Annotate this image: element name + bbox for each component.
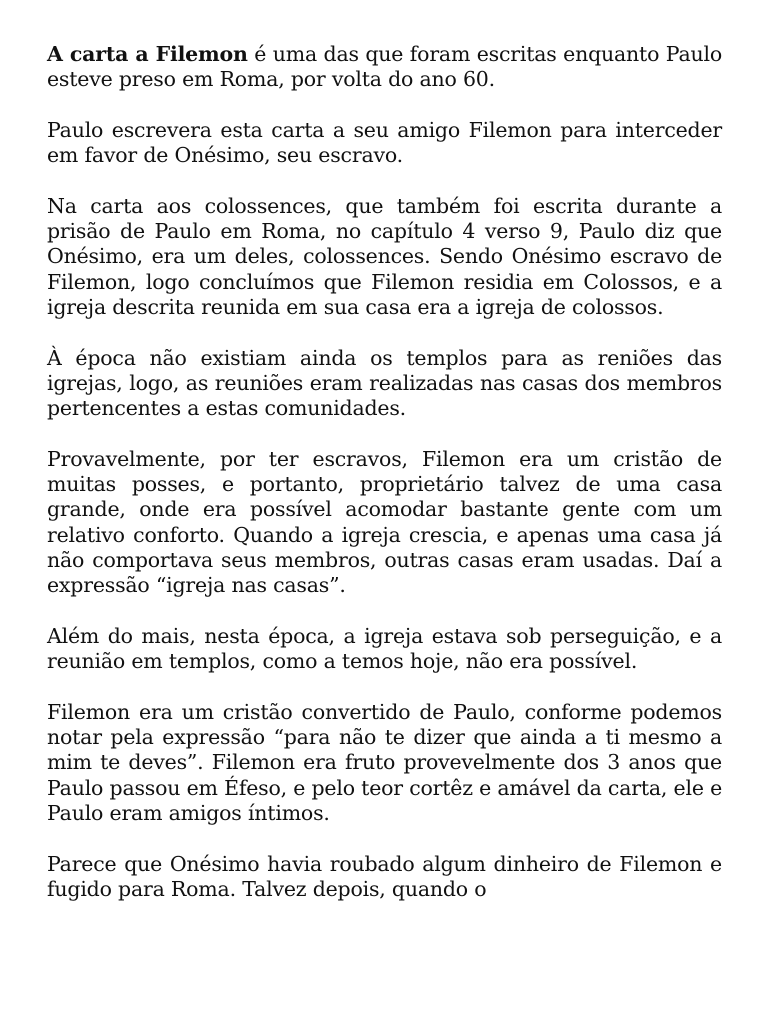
lead-text: é uma das que foram escritas enquanto Paulo esteve preso em Roma, por volta do ano 60. [47,42,722,92]
paragraph: Parece que Onésimo havia roubado algum dinheiro de Filemon e fugido para Roma. Talvez depois, quando o [47,851,722,901]
document-body [47,42,722,927]
paragraph: Além do mais, nesta época, a igreja estava sob perseguição, e a reunião em templos, como a temos hoje, não era possível. [47,623,722,674]
paragraph: Na carta aos colossences, que também foi escrita durante a prisão de Paulo em Roma, no capítulo 4 verso 9, Paulo diz que Onésimo, era um deles, colossences. Sendo Onésimo escravo de Filemon, logo concluímos que Filemon residia em Colossos, e a igreja descrita reunida em sua casa era a igreja de colossos. [47,193,722,319]
lead-title: A carta a Filemon [47,42,248,66]
paragraph: À época não existiam ainda os templos para as reniões das igrejas, logo, as reuniões eram realizadas nas casas dos membros pertencentes a estas comunidades. [47,345,722,421]
paragraph: Filemon era um cristão convertido de Paulo, conforme podemos notar pela expressão “para não te dizer que ainda a ti mesmo a mim te deves”. Filemon era fruto provevelmente dos 3 anos que Paulo passou em Éfeso, e pelo teor cortêz e amável da carta, ele e Paulo eram amigos íntimos. [47,699,722,825]
paragraph-intro [47,42,722,93]
paragraph: Provavelmente, por ter escravos, Filemon era um cristão de muitas posses, e portanto, proprietário talvez de uma casa grande, onde era possível acomodar bastante gente com um relativo conforto. Quando a igreja crescia, e apenas uma casa já não comportava seus membros, outras casas eram usadas. Daí a expressão “igreja nas casas”. [47,446,722,598]
paragraph: Paulo escrevera esta carta a seu amigo Filemon para interceder em favor de Onésimo, seu escravo. [47,117,722,168]
